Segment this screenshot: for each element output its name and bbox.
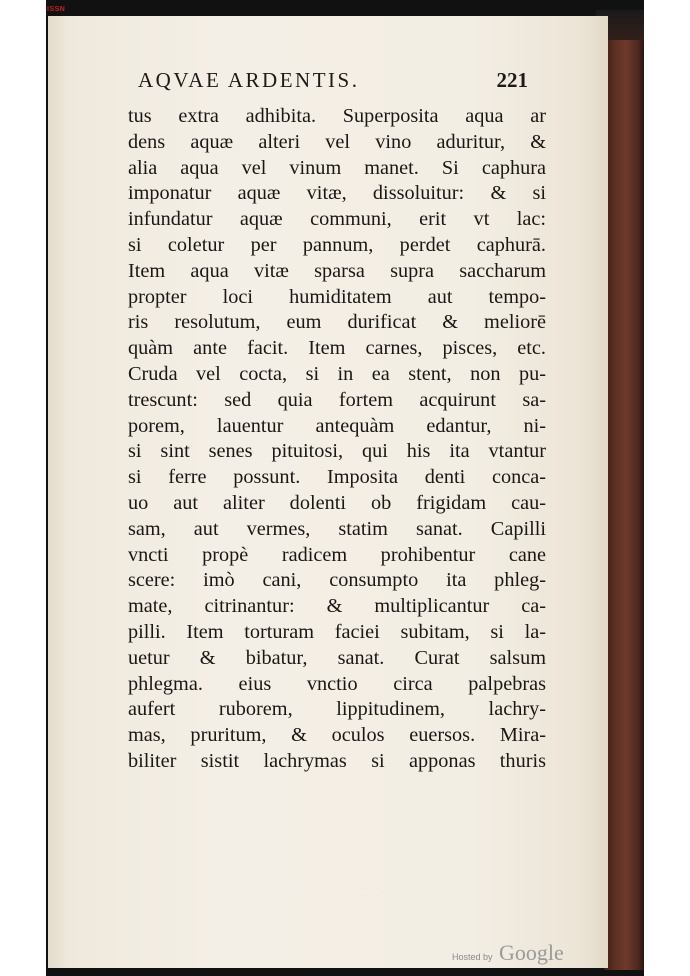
scan-mark: ISSN (47, 6, 66, 13)
text-line: porem, lauentur antequàm edantur, ni- (128, 414, 546, 437)
text-line: infundatur aquæ communi, erit vt lac: (128, 208, 546, 231)
text-line: uetur & bibatur, sanat. Curat salsum (128, 646, 546, 669)
body-text (128, 104, 546, 775)
text-line: uo aut aliter dolenti ob frigidam cau- (128, 491, 546, 514)
text-line: alia aqua vel vinum manet. Si caphura (128, 156, 546, 179)
text-line: trescunt: sed quia fortem acquirunt sa- (128, 388, 546, 411)
google-logo: Google (498, 940, 564, 965)
page-edge (604, 40, 644, 970)
text-line: dens aquæ alteri vel vino aduritur, & (128, 130, 546, 153)
text-line: imponatur aquæ vitæ, dissoluitur: & si (128, 182, 546, 205)
text-line: phlegma. eius vnctio circa palpebras (128, 672, 546, 695)
text-line: tus extra adhibita. Superposita aqua ar (128, 105, 546, 127)
book-page (48, 16, 608, 968)
text-line: biliter sistit lachrymas si apponas thuris (128, 749, 546, 772)
running-head: AQVAE ARDENTIS. (138, 68, 360, 92)
text-line: sam, aut vermes, statim sanat. Capilli (128, 517, 546, 540)
text-line: mate, citrinantur: & multiplicantur ca- (128, 595, 546, 618)
text-line: quàm ante facit. Item carnes, pisces, etc. (128, 337, 546, 360)
text-line: mas, pruritum, & oculos euersos. Mira- (128, 724, 546, 747)
text-line: si sint senes pituitosi, qui his ita vtantur (128, 440, 546, 463)
text-line: Cruda vel cocta, si in ea stent, non pu- (128, 362, 546, 385)
text-line: ris resolutum, eum durificat & meliorē (128, 311, 546, 334)
page-header (138, 68, 528, 98)
text-line: propter loci humiditatem aut tempo- (128, 285, 546, 308)
hosted-by-label: Hosted by (452, 952, 493, 962)
text-line: scere: imò cani, consumpto ita phleg- (128, 569, 546, 592)
text-line: vncti propè radicem prohibentur cane (128, 543, 546, 566)
text-line: Item aqua vitæ sparsa supra saccharum (128, 259, 546, 282)
text-line: si ferre possunt. Imposita denti conca- (128, 466, 546, 489)
text-line: pilli. Item torturam faciei subitam, si la- (128, 620, 546, 643)
text-line: si coletur per pannum, perdet caphurā. (128, 233, 546, 256)
page-number: 221 (496, 68, 528, 92)
hosted-by-google (452, 940, 564, 966)
text-line: aufert ruborem, lippitudinem, lachry- (128, 698, 546, 721)
